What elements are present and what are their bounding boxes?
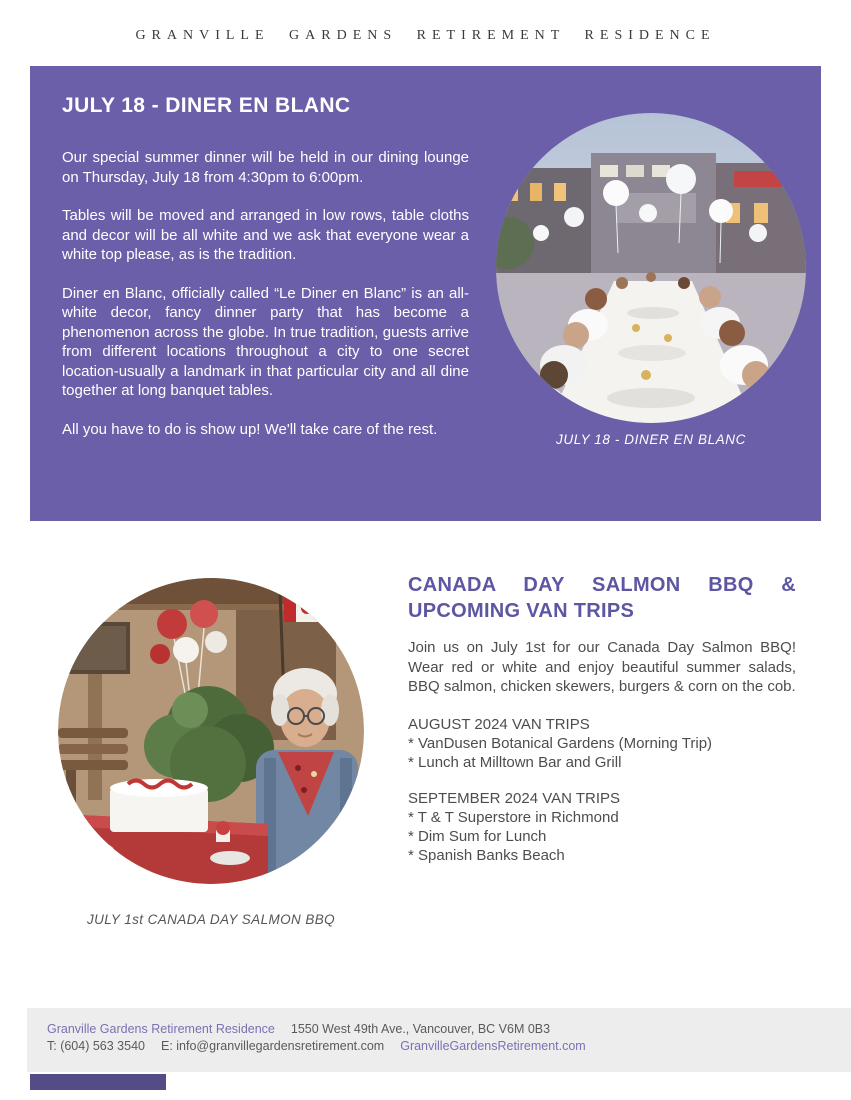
footer-address: 1550 West 49th Ave., Vancouver, BC V6M 0B3 [290,1022,551,1036]
diner-en-blanc-section [30,66,821,521]
diner-photo-caption: JULY 18 - DINER EN BLANC [556,432,746,447]
september-van-trips-list [408,789,796,865]
diner-section-body [62,148,469,458]
footer [27,1008,851,1072]
diner-paragraph-2: Tables will be moved and arranged in low rows, table cloths and decor will be all white and we ask that everyone wear a white top please, as is the tradition. [62,207,469,263]
september-trip-item: * Spanish Banks Beach [408,846,565,864]
footer-accent-bar [30,1074,166,1090]
footer-phone: T: (604) 563 3540 [47,1039,145,1053]
diner-paragraph-1: Our special summer dinner will be held in our dining lounge on Thursday, July 18 from 4:30pm to 6:00pm. [62,149,469,186]
bbq-section-heading: CANADA DAY SALMON BBQ & UPCOMING VAN TRIPS [408,574,796,622]
august-trip-item: * VanDusen Botanical Gardens (Morning Trip) [408,734,713,752]
diner-en-blanc-photo [496,113,806,423]
bbq-intro-paragraph: Join us on July 1st for our Canada Day Salmon BBQ! Wear red or white and enjoy beautiful summer salads, BBQ salmon, chicken skewers, burgers & corn on the cob. [408,639,796,695]
september-trip-item: * T & T Superstore in Richmond [408,808,619,826]
footer-residence-name: Granville Gardens Retirement Residence [47,1022,275,1036]
canada-day-bbq-photo [58,578,364,884]
diner-section-heading: JULY 18 - DINER EN BLANC [62,94,351,117]
bbq-section-body [408,572,796,882]
footer-email-link[interactable]: E: info@granvillegardensretirement.com [161,1039,385,1053]
diner-paragraph-3: Diner en Blanc, officially called “Le Diner en Blanc” is an all-white decor, fancy dinner party that has become a phenomenon across the globe. In true tradition, guests arrive from different locations throughout a city to one secret location-usually a landmark in that particular city and all dine together at long banquet tables. [62,284,469,399]
september-trip-item: * Dim Sum for Lunch [408,827,547,845]
august-trip-item: * Lunch at Milltown Bar and Grill [408,753,622,771]
august-trips-heading: AUGUST 2024 VAN TRIPS [408,715,590,733]
september-trips-heading: SEPTEMBER 2024 VAN TRIPS [408,789,621,807]
bbq-photo-caption: JULY 1st CANADA DAY SALMON BBQ [86,912,336,927]
masthead-title: GRANVILLE GARDENS RETIREMENT RESIDENCE [135,28,716,43]
diner-paragraph-4: All you have to do is show up! We'll take care of the rest. [62,420,438,438]
august-van-trips-list [408,715,796,772]
footer-website-link[interactable]: GranvilleGardensRetirement.com [400,1039,586,1053]
